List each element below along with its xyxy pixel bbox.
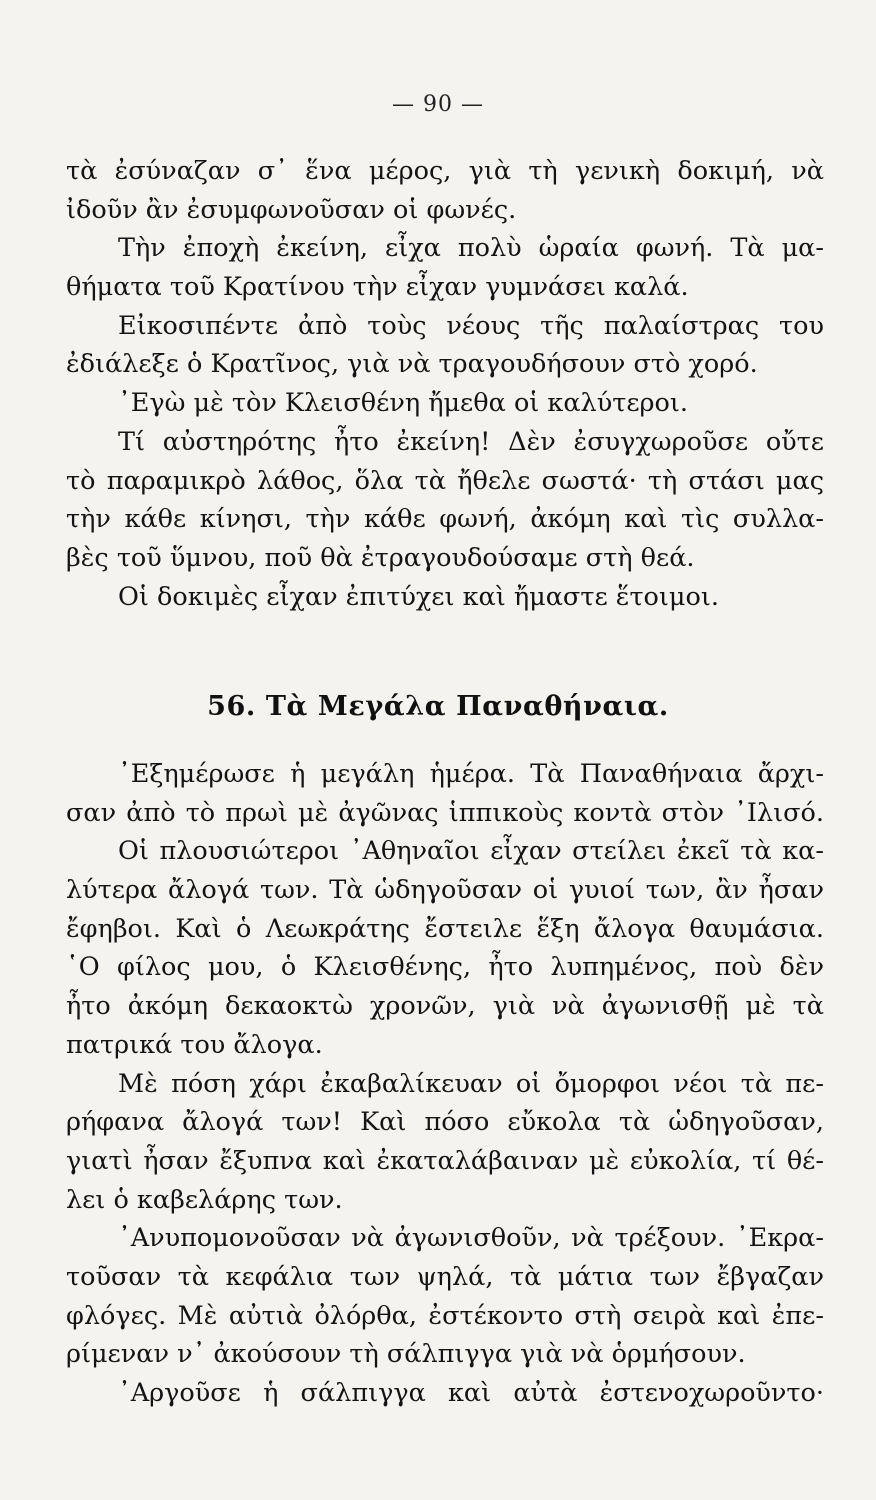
text-line: Τὴν ἐποχὴ ἐκείνη, εἶχα πολὺ ὡραία φωνή. Τὰ μα- — [118, 233, 824, 264]
text-line: Τί αὐστηρότης ἦτο ἐκείνη! Δὲν ἐσυγχωροῦσε οὔτε — [118, 426, 824, 457]
text-line: Οἱ δοκιμὲς εἶχαν ἐπιτύχει καὶ ἤμαστε ἕτοιμοι. — [118, 581, 719, 612]
text-line: φλόγες. Μὲ αὐτιὰ ὀλόρθα, ἐστέκοντο στὴ σειρὰ καὶ ἐπε- — [66, 1300, 824, 1331]
text-line: Οἱ πλουσιώτεροι ᾽Αθηναῖοι εἶχαν στείλει ἐκεῖ τὰ κα- — [118, 836, 824, 867]
text-line: λει ὁ καβελάρης των. — [66, 1184, 343, 1215]
text-line: θήματα τοῦ Κρατίνου τὴν εἶχαν γυμνάσει καλά. — [66, 272, 689, 303]
text-line: ἔφηβοι. Καὶ ὁ Λεωκράτης ἔστειλε ἕξη ἄλογα θαυμάσια. — [66, 913, 824, 944]
text-block-lower — [66, 755, 824, 1413]
text-line: λύτερα ἄλογά των. Τὰ ὡδηγοῦσαν οἱ γυιοί των, ἂν ἦσαν — [66, 875, 824, 906]
text-line: Εἰκοσιπέντε ἀπὸ τοὺς νέους τῆς παλαίστρας του — [118, 310, 824, 341]
page-number: — 90 — — [392, 92, 484, 117]
section-heading: 56. Τὰ Μεγάλα Παναθήναια. — [207, 691, 669, 722]
text-line: ᾽Αργοῦσε ἡ σάλπιγγα καὶ αὐτὰ ἐστενοχωροῦντο· — [118, 1378, 824, 1408]
text-line: τὸ παραμικρὸ λάθος, ὅλα τὰ ἤθελε σωστά· τὴ στάσι μας — [66, 465, 824, 496]
text-line: ᾽Εξημέρωσε ἡ μεγάλη ἡμέρα. Τὰ Παναθήναια ἄρχι- — [118, 759, 824, 789]
text-line: ῾Ο φίλος μου, ὁ Κλεισθένης, ἦτο λυπημένος, ποὺ δὲν — [66, 952, 824, 983]
text-line: ρήφανα ἄλογά των! Καὶ πόσο εὔκολα τὰ ὡδηγοῦσαν, — [66, 1107, 824, 1138]
text-block-upper — [66, 152, 824, 616]
text-line: ἰδοῦν ἂν ἐσυμφωνοῦσαν οἱ φωνές. — [66, 194, 517, 225]
text-line: ἦτο ἀκόμη δεκαοκτὼ χρονῶν, γιὰ νὰ ἀγωνισθῇ μὲ τὰ — [66, 991, 824, 1022]
text-line: Μὲ πόση χάρι ἐκαβαλίκευαν οἱ ὄμορφοι νέοι τὰ πε- — [118, 1068, 824, 1099]
text-line: τὰ ἐσύναζαν σ᾽ ἕνα μέρος, γιὰ τὴ γενικὴ δοκιμή, νὰ — [66, 156, 824, 186]
text-line: τοῦσαν τὰ κεφάλια των ψηλά, τὰ μάτια των ἔβγαζαν — [66, 1261, 824, 1292]
text-line: ᾽Εγὼ μὲ τὸν Κλεισθένη ἤμεθα οἱ καλύτεροι. — [118, 388, 688, 419]
text-line: ρίμεναν ν᾽ ἀκούσουν τὴ σάλπιγγα γιὰ νὰ ὁρμήσουν. — [66, 1339, 746, 1370]
text-line: ᾽Ανυπομονοῦσαν νὰ ἀγωνισθοῦν, νὰ τρέξουν. ᾽Εκρα- — [118, 1223, 824, 1254]
text-line: ἐδιάλεξε ὁ Κρατῖνος, γιὰ νὰ τραγουδήσουν στὸ χορό. — [66, 349, 758, 380]
text-line: τὴν κάθε κίνησι, τὴν κάθε φωνή, ἀκόμη καὶ τὶς συλλα- — [66, 504, 824, 535]
text-line: βὲς τοῦ ὕμνου, ποῦ θὰ ἐτραγουδούσαμε στὴ θεά. — [66, 542, 695, 573]
text-line: γιατὶ ἦσαν ἔξυπνα καὶ ἐκαταλάβαιναν μὲ εὐκολία, τί θέ- — [66, 1145, 824, 1176]
text-line: πατρικά του ἄλογα. — [66, 1029, 323, 1060]
text-line: σαν ἀπὸ τὸ πρωὶ μὲ ἀγῶνας ἱππικοὺς κοντὰ στὸν ᾽Ιλισό. — [66, 797, 824, 828]
